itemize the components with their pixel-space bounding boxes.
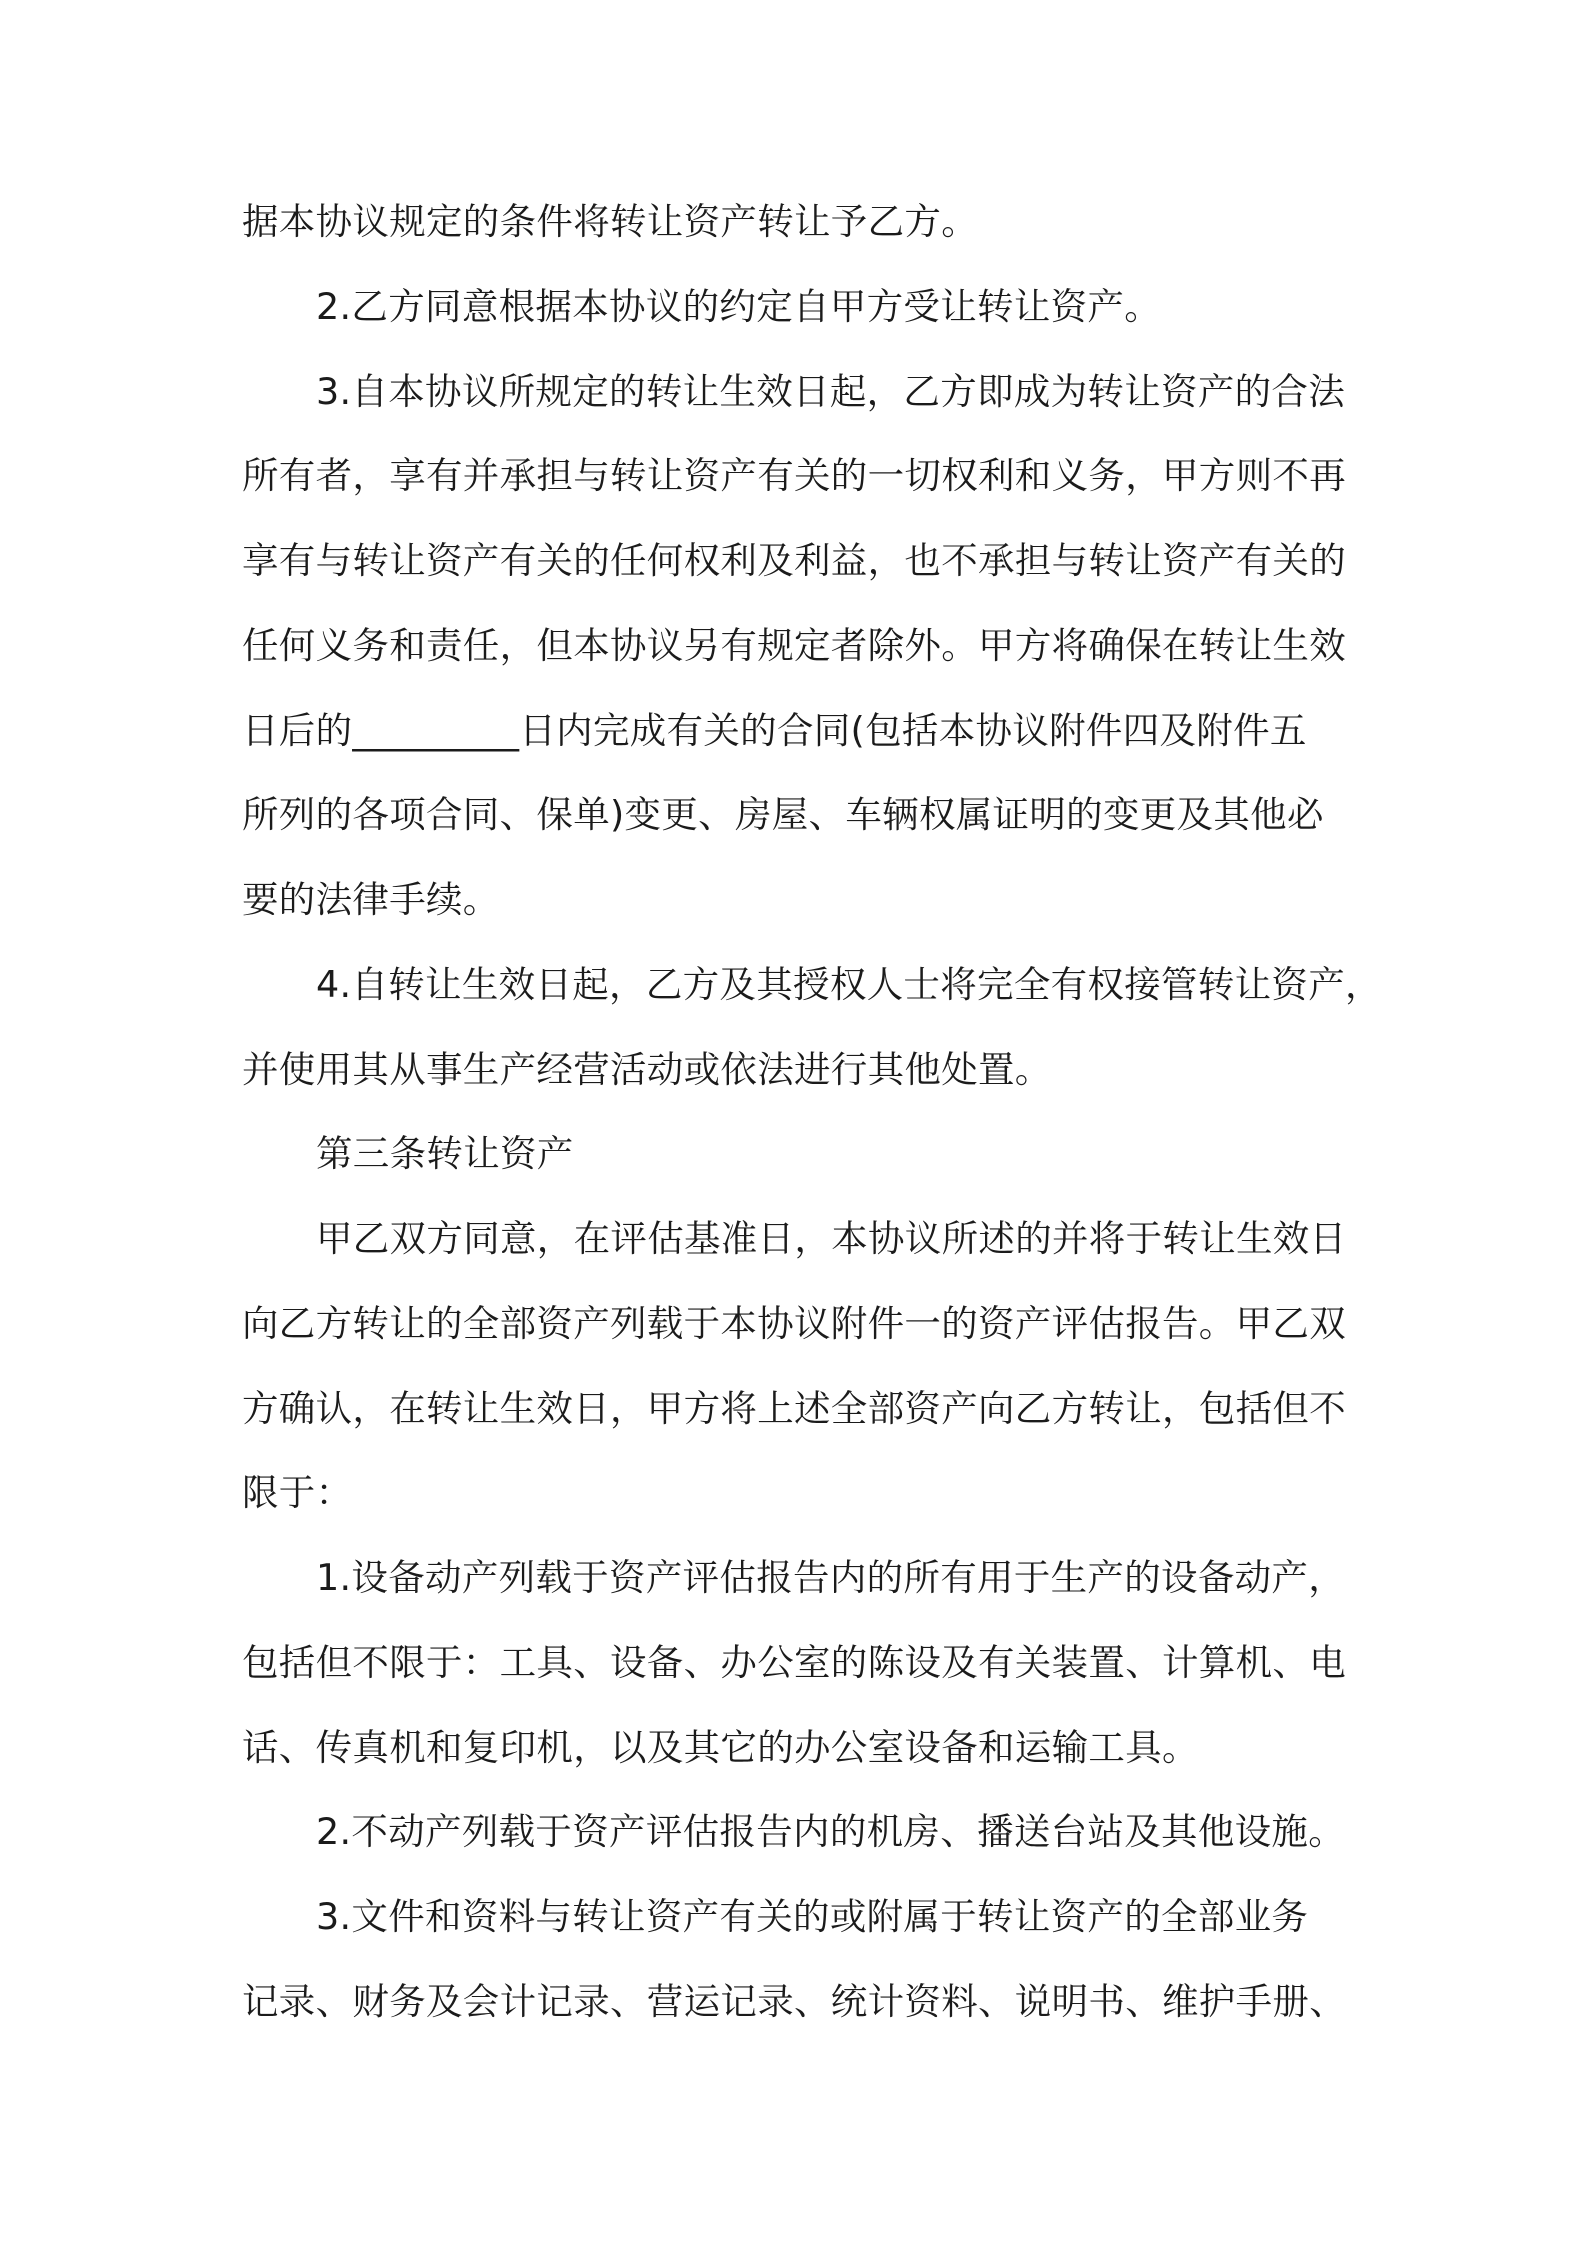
text-line: 方确认，在转让生效日，甲方将上述全部资产向乙方转让，包括但不 [242,1387,1346,1430]
text-line: 据本协议规定的条件将转让资产转让予乙方。 [242,200,978,243]
text-line: 4.自转让生效日起，乙方及其授权人士将完全有权接管转让资产， [316,963,1382,1006]
text-line: 向乙方转让的全部资产列载于本协议附件一的资产评估报告。甲乙双 [242,1302,1346,1345]
text-line: 所有者，享有并承担与转让资产有关的一切权利和义务，甲方则不再 [242,454,1346,497]
text-line: 3.文件和资料与转让资产有关的或附属于转让资产的全部业务 [316,1895,1309,1938]
section-heading: 第三条转让资产 [316,1132,574,1175]
text-line: 任何义务和责任，但本协议另有规定者除外。甲方将确保在转让生效 [242,624,1346,667]
text-line: 限于： [242,1471,353,1514]
text-line: 甲乙双方同意，在评估基准日，本协议所述的并将于转让生效日 [316,1217,1347,1260]
text-line: 所列的各项合同、保单)变更、房屋、车辆权属证明的变更及其他必 [242,793,1324,836]
text-line: 1.设备动产列载于资产评估报告内的所有用于生产的设备动产， [316,1556,1346,1599]
text-line: 话、传真机和复印机，以及其它的办公室设备和运输工具。 [242,1726,1199,1769]
text-line: 2.不动产列载于资产评估报告内的机房、播送台站及其他设施。 [316,1810,1346,1853]
text-line: 要的法律手续。 [242,878,500,921]
text-line: 享有与转让资产有关的任何权利及利益，也不承担与转让资产有关的 [242,539,1346,582]
text-line: 日后的_________日内完成有关的合同(包括本协议附件四及附件五 [242,709,1307,752]
text-line: 记录、财务及会计记录、营运记录、统计资料、说明书、维护手册、 [242,1980,1346,2023]
text-line: 包括但不限于：工具、设备、办公室的陈设及有关装置、计算机、电 [242,1641,1346,1684]
text-line: 3.自本协议所规定的转让生效日起，乙方即成为转让资产的合法 [316,370,1346,413]
text-line: 2.乙方同意根据本协议的约定自甲方受让转让资产。 [316,285,1162,328]
text-line: 并使用其从事生产经营活动或依法进行其他处置。 [242,1048,1052,1091]
